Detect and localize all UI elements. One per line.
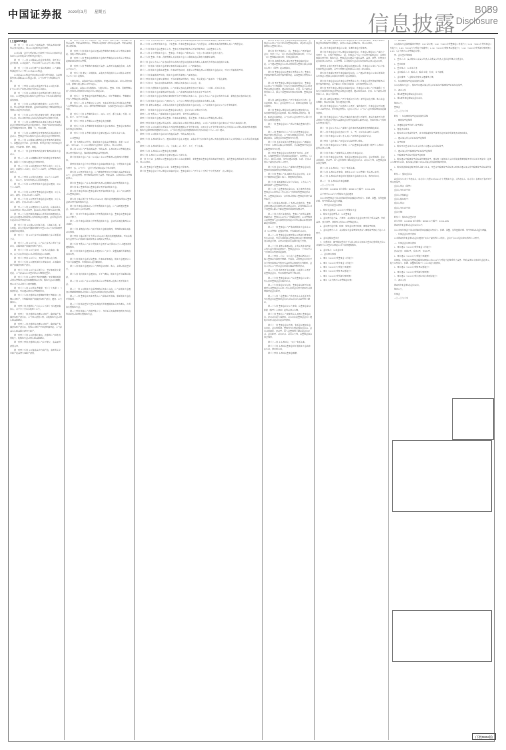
article-paragraph: 第X届监事会第X次会议决议。 [394, 284, 421, 287]
article-paragraph: 第一百五十四条 本章程由公司董事会负责解释。 [70, 121, 113, 124]
article-paragraph: 2、审议通过《2019年年度报告及摘要》 [394, 255, 431, 258]
article-paragraph: 第四条 在发出召开监事会定期会议的通知之前，监事会办公室应当向全体监事征集会议提案，并至少用两天的时间向公司员工征求意见。 [316, 65, 385, 71]
article-paragraph: 2、第X届监事会第X次会议决议。 [394, 98, 425, 101]
article-paragraph: 第一条 为规范公司行为，保证股东大会依法行使职权，根据《公司法》、《证券法》、《上市公司股东大会规则》的规定，制定本规则。 [66, 141, 129, 147]
article-paragraph: 1、审议《2019年度董事会工作报告》 [320, 258, 355, 261]
article-paragraph: 本公司及监事会全体成员保证信息披露的内容真实、准确、完整，没有虚假记载、误导性陈述或重大遗漏。 [394, 229, 489, 232]
article-paragraph: 1、投票时间 [394, 141, 406, 144]
article-paragraph: 第十八条 在本规则中，“以上”包括本数。 [320, 167, 357, 170]
article-paragraph: 第二十二条 董事会和其他召集人应当采取必要措施，保证股东大会的正常秩序。 [66, 296, 131, 302]
table-box [392, 610, 492, 662]
article-paragraph: 第三十一条 董事会会议档案，包括会议通知和会议材料、会议签到簿、董事代为出席的授权委托书、会议录音资料、表决票、经与会董事签字确认的会议记录、会议纪要、决议记录、决议公告等，由董事会秘书负责保存。 [264, 324, 312, 340]
article-paragraph: 第X届监事会第X次会议决议公告 [394, 225, 423, 228]
text-column-1 [10, 40, 62, 740]
article-paragraph: 第一百二十二条 公司解聘或者不再续聘会计师事务所时，提前三十天事先通知会计师事务所。 [10, 158, 61, 164]
article-paragraph: 4、审议《2019年度财务决算报告》 [320, 271, 353, 274]
text-column-2 [66, 40, 132, 740]
article-paragraph: 第三十二条 股东大会就选举董事、监事进行表决时，根据公司章程的规定或者股东大会的决议，可以实行累积投票制。 [140, 70, 245, 73]
article-paragraph: 第二十一条 公司股东大会采用网络或其他方式的，应当在股东大会通知中明确载明网络或其他方式的表决时间以及表决程序。 [66, 288, 131, 294]
text-column-3 [136, 40, 260, 740]
article-paragraph: 第一百一十三条 公司分配当年税后利润时，应当提取利润的百分之十列入公司法定公积金。 [10, 67, 61, 73]
article-paragraph: 5、审议通过《2019年度内部控制自我评价报告》 [394, 276, 439, 279]
article-paragraph: 特此公告。 [394, 102, 405, 105]
article-paragraph: 第一百一十二条 公司除法定的会计账簿外，将不另立会计账簿。公司的资产，不以任何个人名义开立账户存储。 [10, 60, 62, 66]
article-paragraph: 第一百三十四条 公司分立，其财产作相应的分割。 [14, 257, 59, 260]
article-paragraph: 证券代码：002XXX 证券简称：XXXX 公告编号：2020-0XX [320, 189, 375, 192]
article-paragraph: 第一百四十五条 公司被依法宣告破产的，依照有关企业破产的法律实施破产清算。 [10, 349, 61, 356]
article-paragraph: 第十七条 每项提案经过充分讨论后，主持人应当适时提请与会董事进行表决。 [264, 181, 311, 187]
column-divider [314, 40, 315, 740]
article-paragraph: 公司第X届监事会第X次会议通知于以电子邮件等方式发出，会议于在公司会议室以现场方式召开。 [394, 238, 481, 241]
article-paragraph: 实际控制人，是指虽不是公司的股东，但通过投资关系、协议或者其他安排，能够实际支配公司行为的人。 [66, 80, 132, 86]
article-paragraph: 第一百五十六条 本章程自股东大会审议通过之日起生效并实施。 [70, 133, 127, 136]
article-paragraph: 第六条 董事会应当在本规则第四条规定的期限内按时召集股东大会。 [70, 182, 131, 185]
article-paragraph: 委托人签名（盖章）： [394, 186, 414, 189]
article-paragraph: 第十二条 董事原则上应当亲自出席董事会会议。因故不能出席会议的，应当事先审阅会议材料，形成明确的意见，书面委托其他董事代为出席。 [264, 131, 312, 140]
issue-meta [68, 9, 112, 15]
article-paragraph: 三、通过深交所互联网投票系统投票的程序 [394, 150, 433, 153]
article-paragraph: 第五条 监事提议召开监事会临时会议的，应当通过监事会办公室或者直接向监事会主席提交经提议监事签字的书面提议。 [316, 73, 385, 79]
table-box [392, 440, 492, 512]
column-divider [262, 40, 263, 740]
article-paragraph: 第四十一条 股东大会会议记录由董事会秘书负责，会议记录应记载以下内容。 [140, 109, 209, 112]
article-paragraph: 第二十九条 董事会决议公告事宜，由董事会秘书根据《股票上市规则》的有关规定办理。 [264, 306, 311, 312]
article-paragraph: 第十八条 股东大会通知中应当列明会议时间、地点，并确定股权登记日。 [66, 266, 131, 272]
article-paragraph: 第一百一十五条 公司股东大会对利润分配方案作出决议后，公司董事会须在股东大会召开后2个月内完成股利的派发事项。 [10, 93, 62, 102]
article-paragraph: 三、备查文件 [394, 280, 407, 283]
article-paragraph: 第一百五十五条 本章程附件包括股东大会议事规则、董事会议事规则和监事会议事规则。 [66, 125, 131, 131]
article-paragraph: 第八条 召开董事会定期会议和临时会议，董事会办公室应当分别提前十日和五日将盖有董事会办公室印章的书面会议通知，通过直接送达、传真、电子邮件或者其他方式，提交全体董事和监事以及经理、董事会秘书。 [264, 82, 312, 98]
section-en: Disclosure [455, 16, 498, 26]
article-paragraph: 关联关系，是指公司控股股东、实际控制人、董事、监事、高级管理人员与其直接或者间接控制的企业之间的关系。 [66, 88, 132, 94]
article-paragraph: 第十六条 监事应当督促有关人员落实监事会决议。 [320, 152, 365, 155]
page-code-block [456, 6, 498, 26]
article-paragraph: 第二条 公司应当严格按照法律、行政法规、本规则及公司章程的相关规定召开股东大会，保证股东能够依法行使权利。 [66, 149, 131, 155]
article-paragraph: 第十三条 监事会办公室工作人员应当对现场会议做好记录。 [320, 136, 373, 139]
article-paragraph: 第九条 监事会会议应当以现场方式召开。紧急情况下，监事会会议可以通讯方式进行表决，但监事会召集人（会议主持人）应当向与会监事说明具体的紧急情况。 [316, 106, 386, 115]
article-paragraph: 第四条 股东大会分为年度股东大会和临时股东大会。年度股东大会每年召开一次，应当于上一会计年度结束后的6个月内举行。 [66, 164, 131, 170]
article-paragraph: 第三十四条 本规则由董事会解释。 [268, 353, 299, 356]
article-paragraph: 特此公告。 [394, 289, 405, 292]
article-paragraph: 第八条 书面会议通知应当至少包括以下内容：举行会议的日期、地点和会议期限；事由及议题；发出通知的日期。 [316, 98, 385, 104]
article-paragraph: 第二十九条 董事、监事、高级管理人员在股东大会上应就股东的质询作出解释和说明。 [140, 57, 217, 60]
paper-name: 中国证券报 [8, 10, 63, 21]
article-paragraph: 二、会议审议事项 [320, 253, 337, 256]
article-paragraph: 第十一条 董事会会议应当有过半数的董事出席方可举行。 [264, 124, 311, 130]
article-paragraph: 第四十二条 召集人应当保证股东大会连续举行，直至形成最终决议。 [140, 113, 201, 116]
article-paragraph: 第三十二条 在本规则中，“以上”包括本数。 [268, 341, 307, 344]
article-paragraph: 第十四条 董事会会议以现场召开为原则。必要时，在保障董事充分表达意见的前提下，经召集人（主持人）、提议人同意，也可以通过视频、电话、传真或者电子邮件表决等方式召开。 [264, 152, 312, 165]
column-divider [64, 40, 65, 740]
article-paragraph: 第十八条 与会董事表决完成后，证券事务代表和董事会办公室有关工作人员应当及时收集董事的表决票，交董事会秘书在一名监事或者独立董事的监督下进行统计。 [264, 189, 312, 201]
article-paragraph: 附件一：参加网络投票的具体操作流程 [394, 115, 429, 118]
article-paragraph: 第八条 监事会有权向董事会提议召开临时股东大会，并应当以书面形式向董事会提出。 [66, 191, 131, 197]
article-paragraph: 第十条 监事会会议应当有过半数的监事出席方可举行。相关监事拒不出席或者怠于出席会议导致无法满足会议召开的最低人数要求的，其他监事应当及时向监管部门报告。 [316, 116, 386, 126]
article-paragraph: 第二条 监事会设监事会办公室，处理监事会日常事务。 [320, 47, 369, 50]
article-paragraph: 第二十一条 本规则由监事会解释。 [320, 180, 351, 183]
article-paragraph: 第一百四十二条 清算组在清理公司财产、编制资产负债表和财产清单后，发现公司财产不足清偿债务的，应当依法向人民法院申请宣告破产。 [10, 324, 62, 333]
article-paragraph: 3、股东根据获取的服务密码或数字证书，可登录互联网投票系统规定时间内通过深交所互联网投票系统进行投票。 [390, 166, 492, 172]
article-paragraph: 二、监事会会议审议情况 [394, 242, 417, 245]
article-paragraph: 3、股东对总议案进行投票，视为对除累积投票提案外的其他所有提案表达相同意见。 [394, 133, 470, 136]
article-paragraph: 第二十条 公司应当在公司住所地或公司章程规定的地点召开股东大会。 [66, 281, 129, 287]
article-paragraph: 本公司及董事会全体成员保证信息披露的内容真实、准确、完整，没有虚假记载、误导性陈述或重大遗漏。 [316, 197, 386, 204]
article-paragraph: 第十一条 会议主持人应当提请与会监事对各项提案发表明确的意见。 [320, 127, 381, 130]
article-paragraph: 第一百二十一条 会计师事务所的审计费用由股东大会决定。 [10, 150, 61, 157]
article-paragraph: 一、召开会议的基本情况 [320, 205, 343, 208]
issue-day: 星期五 [94, 9, 107, 14]
article-paragraph: 第四十三条 股东大会通过有关董事、监事选举提案的，新任董事、监事按公司章程的规定就任。 [140, 118, 225, 121]
article-paragraph: 第十六条 股东大会通知和补充通知中应当充分、完整披露所有提案的具体内容。 [66, 251, 131, 257]
article-paragraph: 第一百四十九条 章程修改事项属于法律、法规要求披露的信息，按规定予以公告。 [66, 65, 131, 71]
article-paragraph: 第十五条 会议主持人应当提请出席董事会会议的董事对各项提案发表明确的意见。 [264, 166, 311, 172]
continued-tail: (下转B060版) [472, 733, 496, 740]
article-paragraph: 8、会议地点：公司会议室 [320, 249, 344, 252]
article-paragraph: 3、审议《2019年年度报告及摘要》 [320, 267, 353, 269]
article-paragraph: 监事会 [394, 293, 401, 296]
article-paragraph: 第四十四条 股东大会通过有关派现、送股或资本公积转增股本提案的，公司应当在股东大会结束后2个月内实施具体方案。 [140, 122, 248, 125]
article-paragraph: 第一百二十八条 公司通知以专人送出的，由被送达人在送达回执上签名或盖章，被送达人签收日期为送达日期。 [10, 206, 62, 212]
article-paragraph: 1、普通股的投票代码与投票简称 [394, 124, 424, 127]
article-paragraph: 第十二条 监事会或股东自行召集的股东大会，会议所必需的费用由公司承担。 [66, 221, 131, 227]
article-paragraph: 第一百三十二条 公司合并，应当由合并各方签订合并协议，并编制资产负债表及财产清单。 [10, 242, 61, 249]
article-paragraph: 第一百三十六条 公司合并或者分立，登记事项发生变更的，应当依法向公司登记机关办理变更登记。 [10, 269, 61, 275]
article-paragraph: 1、股东大会届次：2019年年度股东大会 [320, 209, 357, 212]
article-paragraph: 第二十四条 股东应当持股票账户卡、身份证或其他能够表明其身份的有效证件或证明出席股东大会。 [66, 311, 131, 317]
article-paragraph: 第四十九条 本规则由公司董事会负责解释。 [140, 150, 179, 153]
column-divider [388, 40, 389, 740]
article-paragraph: 第七条 董事会会议由董事长召集和主持；董事长不能履行职务或者不履行职务的，由副董事长召集和主持。 [264, 71, 312, 81]
article-paragraph: 3、审议通过《2019年度财务决算报告》 [394, 267, 431, 270]
article-paragraph: 第二十七条 除会议记录外，董事会秘书还可以视需要安排董事会办公室工作人员对会议召开情况作成简明扼要的会议纪要。 [264, 285, 312, 294]
article-paragraph: 第十四条 单独或者合计持有公司3%以上股份的普通股股东，可以在股东大会召开10日前提出临时提案并书面提交召集人。 [66, 236, 132, 242]
article-paragraph: 第一百四十七条 股东大会决议通过的章程修改事项应经主管机关审批的，须报主管机关批准。 [66, 50, 131, 56]
article-paragraph: 第一百三十九条 清算组在清算期间行使下列职权：清理公司财产，分别编制资产负债表和财产清单；通知、公告债权人。 [10, 295, 62, 304]
table-box [452, 398, 494, 440]
article-paragraph: 第一百一十一条 公司应当依照法律、行政法规和国家有关部门的规定，制定公司的财务会计制度。 [10, 45, 61, 51]
article-paragraph: 第三十八条 股东大会会议现场结束时间不得早于网络或其他方式，会议主持人应当在会议现场宣布每一提案的表决情况和结果。 [140, 96, 253, 99]
article-paragraph: 第一百二十六条 公司召开董事会的会议通知，以专人送出、邮件、传真或电话方式进行。 [10, 191, 61, 197]
article-paragraph: 第一百一十六条 公司利润分配政策为：公司实行持续、稳定的利润分配政策，重视对投资者的合理投资回报并兼顾公司的可持续发展。 [10, 103, 62, 113]
article-paragraph: 第一百四十四条 清算组成员应当忠于职守，依法履行清算义务。 [10, 342, 61, 348]
article-paragraph: 附件二：授权委托书 [394, 174, 413, 177]
article-paragraph: 第三十四条 股东大会审议提案时，不得对提案进行修改，否则，有关变更应当被视为一个新的提案。 [140, 79, 229, 82]
article-paragraph: 第一百二十四条 公司发出的通知，以公告方式进行的，一经公告，视为所有相关人员收到通知。 [10, 176, 59, 182]
article-paragraph: 3、会议召开的合法、合规性：本次股东大会会议召开符合有关法律、行政法规、部门规章、规范性文件和公司章程的规定。 [316, 218, 386, 224]
article-paragraph: 3、登记地点：公司证券部 [394, 68, 418, 71]
article-paragraph: 第四十六条 公司股东大会决议内容违反法律、行政法规的无效。 [140, 134, 197, 137]
article-paragraph: 受托人签名： [394, 203, 407, 206]
article-paragraph: 4、会议召开的日期、时间：现场会议召开时间；网络投票时间。 [320, 225, 378, 228]
article-paragraph: 5、会议的召开方式：本次股东大会采用现场表决与网络投票相结合的方式召开。 [316, 230, 386, 236]
article-paragraph: 4、会议联系方式：联系人；联系电话；传真；电子邮箱。 [394, 72, 446, 75]
article-paragraph: 委托人股东账号： [394, 199, 411, 202]
article-paragraph: 第十一条 对于监事会或股东自行召集的股东大会，董事会和董事会秘书应予配合。 [66, 213, 131, 219]
article-paragraph: 第三十条 董事长应当督促有关人员落实董事会决议，检查决议的实施情况，并在以后的董事会会议上通报已经形成的决议的执行情况。 [264, 313, 312, 323]
article-paragraph: 第二十五条 召集人和律师应当依据证券登记结算机构提供的股东名册共同对股东资格的合法性进行验证。 [140, 40, 233, 42]
header-rule [8, 33, 498, 34]
article-paragraph: 第三十三条 本规则由董事会制订报股东大会批准后生效，修改时亦同。 [264, 345, 311, 352]
article-paragraph: 第一百三十一条 公司合并可以采取吸收合并或者新设合并。 [10, 235, 61, 241]
article-paragraph: 第二十八条 在年度股东大会上，董事会、监事会应当就其过去一年的工作向股东大会作出报告。 [140, 53, 225, 56]
article-paragraph: 附件三：股东参会登记表 [394, 216, 417, 219]
article-paragraph: 6、会议的股权登记日 [320, 237, 340, 240]
article-paragraph: 6、审议《关于修订公司章程的议案》 [320, 280, 354, 283]
article-paragraph: 第一百二十三条 公司的通知以下列形式发出：以专人送出；以邮件方式送出；以公告方式进行；本章程规定的其他形式。 [10, 165, 62, 175]
article-paragraph: 第十五条 监事会决议公告事宜，应当由董事会秘书根据《股票上市规则》的有关规定办理。 [316, 145, 385, 151]
article-paragraph: 第十五条 召集人应当在年度股东大会召开20日前以公告方式通知各普通股股东。 [66, 243, 132, 249]
article-paragraph: 第一百四十条 清算组应当自成立之日起十日内通知债权人，并于六十日内在报纸上公告。 [10, 306, 61, 312]
article-paragraph: 第十七条 股东大会拟讨论董事、监事选举事项的，股东大会通知中应当充分披露董事、监事候选人的详细资料。 [66, 258, 131, 264]
article-paragraph: 第四十八条 本规则所称以上、内，含本数；过、低于、多于，不含本数。 [140, 146, 205, 149]
article-paragraph: 第一百四十一条 清算组在清理公司财产、编制资产负债表和财产清单后，应当制定清算方案，并报股东大会或者人民法院确认。 [10, 313, 62, 322]
article-paragraph: 第一百一十四条 公司的公积金用于弥补公司的亏损、扩大公司生产经营或者转为增加公司资本。 [10, 85, 61, 91]
article-paragraph: 第一百五十条 释义：控股股东，是指其持有的股份占公司股本总额百分之五十以上的股东。 [66, 73, 131, 79]
article-paragraph: 委托人持股数量： [394, 194, 411, 197]
article-paragraph: 2、填报表决意见 [394, 128, 410, 131]
article-paragraph: 第二十七条 股东大会由董事长主持。董事长不能履行职务或不履行职务时，由副董事长主持。 [140, 48, 223, 51]
article-paragraph: 2、股东大会的召集人：公司董事会 [320, 214, 352, 217]
article-paragraph: 第一百四十八条 董事会依照股东大会修改章程的决议和有关主管机关的审批意见修改本章程。 [66, 58, 131, 64]
article-paragraph: 第三条 监事会会议分为定期会议和临时会议。监事会定期会议应当每六个月召开一次。出现下列情况之一的，监事会应当在十日内召开临时会议：任何监事提议召开时；股东大会、董事会会议通过了违反法律、法规、规章、监管部门的各种规定和要求、公司章程、公司股东大会决议和其他有关规定的决议时。 [316, 51, 386, 64]
article-paragraph: 第一百一十七条 公司实行内部审计制度，配备专职审计人员，对公司财务收支和经济活动进行内部审计监督。 [10, 114, 61, 120]
article-paragraph: 第二十六条 董事会秘书应当安排董事会办公室工作人员对董事会会议做好记录。 [264, 277, 311, 283]
article-paragraph: 第十三条 提案的内容应当属于股东大会职权范围，有明确议题和具体决议事项。 [66, 228, 131, 234]
article-paragraph: 第一百二十条 公司保证向聘用的会计师事务所提供真实、完整的会计凭证、会计账簿、财务会计报告及其他会计资料，不得拒绝、隐匿、谎报。 [10, 140, 62, 149]
article-paragraph: 本次股东大会提案编码示例表：100 总议案；1.00 《2019年度董事会工作报告》；2.00 《2019年度监事会工作报告》；3.00 《2019年年度报告及摘要》；4.00 《2019年度财务决算报告》；5.00 《2019年度利润分配预案》；6.00 《关于修订公司章程的议案》。 [390, 44, 493, 53]
article-paragraph: 5、会议费用：与会股东食宿及交通费用自理。 [394, 76, 436, 79]
article-paragraph: 第二十六条 公司召开股东大会，全体董事、监事和董事会秘书应当出席会议，经理和其他高级管理人员应当列席会议。 [140, 44, 245, 47]
article-paragraph: 二〇二〇年三月 [320, 184, 335, 187]
issue-date: 2020年3月 [68, 9, 88, 14]
article-paragraph: 第十四条 与会监事应当对会议记录进行签字确认。 [320, 140, 365, 143]
text-column-5 [316, 40, 386, 740]
article-paragraph: 第七条 召开监事会定期会议和临时会议，监事会办公室应当分别提前十日和五日将盖有监事会印章的书面会议通知，通过直接送达、传真、电子邮件或者其他方式，提交全体监事。 [316, 88, 386, 97]
article-paragraph: 五、参加网络投票的具体操作流程 [394, 81, 425, 84]
article-paragraph: 第九条 书面会议通知应当至少包括以下内容：会议的时间、地点；会议的召开方式；拟审议的事项（会议提案）。 [264, 99, 312, 108]
article-paragraph: 第四十条 提案未获通过，或者本次股东大会变更前次股东大会决议的，应当在股东大会决议公告中作特别提示。 [140, 105, 239, 108]
article-paragraph: 第二十五条 现场召开和以视频、电话等方式召开的董事会会议，可以视需要进行全程录音。 [264, 270, 311, 276]
article-paragraph: 第一百一十八条 公司聘用取得从事证券相关业务资格的会计师事务所进行会计报表审计、净资产验证及其他相关的咨询服务等业务，聘期一年，可以续聘。 [10, 122, 62, 131]
article-paragraph: 第三十条 会议主持人应当在表决前宣布现场出席会议的股东和代理人人数及所持有表决权的股份总数。 [140, 61, 231, 64]
article-paragraph: 关于召开2019年年度股东大会的通知 [320, 193, 354, 196]
article-paragraph: 一、监事会会议召开情况 [394, 233, 417, 236]
article-paragraph: 在本次股东大会上，股东可以通过深交所交易系统和互联网投票系统参加投票。 [394, 85, 465, 88]
article-paragraph: 证券代码：002XXX 证券简称：XXXX 公告编号：2020-0XX [394, 220, 449, 223]
article-paragraph: 第一百二十五条 公司召开股东大会的会议通知，以公告方式进行。 [10, 184, 61, 190]
article-paragraph: 第二十八条 与会董事应当代表其本人和委托其代为出席会议的董事对会议记录和决议记录进行签字确认。 [264, 295, 311, 305]
article-paragraph: 第一百三十八条 公司有本章程第一百三十七条第（一）项情形的，可以通过修改本章程而存续。 [10, 287, 62, 294]
article-paragraph: 第三条 股东大会应当在《公司法》和公司章程规定的范围内行使职权。 [66, 156, 129, 162]
text-column-4 [264, 40, 312, 740]
section-title: 信息披露 [368, 12, 456, 36]
article-paragraph: 第十九条 除本规则第二十条规定的情形外，董事会审议通过会议提案并形成相关决议，必须有超过公司全体董事人数之半数的董事对该提案投赞成票。 [264, 203, 312, 212]
article-paragraph: 2、股东可以登录证券公司交易客户端通过交易系统投票。 [394, 146, 446, 149]
article-paragraph: 7、出席对象：截至股权登记日下午收市时在中国证券登记结算有限责任公司深圳分公司登记在册的公司全体普通股股东。 [316, 242, 386, 248]
article-paragraph: 公司董事会 [70, 137, 81, 140]
article-paragraph: 1、审议通过《2019年度监事会工作报告》 [394, 246, 433, 249]
article-paragraph: 公司的法定公积金不足以弥补以前年度亏损的，在依照前款规定提取法定公积金之前，应当先用当年利润弥补亏损。 [10, 75, 62, 84]
page-code: B059 [474, 5, 498, 16]
article-paragraph: 第二十三条 股权登记日登记在册的所有普通股股东或其代理人，均有权出席股东大会。 [66, 303, 131, 309]
article-paragraph: 第二条 董事会下设董事会办公室，处理董事会日常事务。 [140, 166, 191, 169]
article-paragraph: 2、审议《2019年度监事会工作报告》 [320, 262, 355, 265]
article-paragraph: 第四十七条 本规则所称公告、通知或股东大会补充通知，是指在符合中国证监会规定条件的媒体和证券交易所网站上公布有关信息披露内容。 [136, 138, 259, 144]
article-paragraph: 第一条 为了进一步规范公司董事会的议事方式和决策程序，促使董事和董事会有效地履行其职责，提高董事会规范运作和科学决策水平，制定本规则。 [136, 159, 257, 165]
article-paragraph: 第二十三条 提案未获通过的，在有关条件和因素未发生重大变化的情况下，董事会会议在一个月内不应当再审议内容相同的提案。 [264, 245, 312, 254]
article-paragraph: 二〇二〇年三月 [394, 297, 409, 300]
article-paragraph: 第一百四十三条 公司清算结束后，清算组应当制作清算报告，报股东大会或者人民法院确认。 [10, 334, 61, 341]
article-paragraph: 第六条 按照前条规定提议召开董事会临时会议的，应当通过董事会办公室或者直接向董事长提交经提议人签字（盖章）的书面提议。 [264, 61, 312, 70]
article-paragraph: 第二十条 本规则由监事会制订报股东大会批准后生效，修改时亦同。 [320, 176, 381, 179]
article-paragraph: 第五十条 本规则自公司股东大会审议通过之日起生效。 [140, 154, 189, 157]
article-paragraph: 第九条 单独或者合计持有公司10%以上股份的普通股股东有权向董事会请求召开临时股东大会。 [66, 198, 132, 204]
article-paragraph: 第十条 监事会或股东决定自行召集股东大会的，应当书面通知董事会，同时向证券交易所备案。 [66, 206, 129, 212]
article-paragraph: 第三十一条 股东与股东大会拟审议事项有关联关系时，应当回避表决。 [140, 66, 203, 69]
article-paragraph: 第十条 董事会定期会议的书面会议通知发出后，如果需要变更会议的时间、地点等事项或者增加、变更、取消会议提案的，应当在原定会议召开日之前三日发出书面变更通知。 [264, 110, 312, 122]
article-paragraph: 第四十五条 公司以减少注册资本为目的回购普通股公开发行优先股，以及以非公开发行优先股为支付手段向公司特定股东回购普通股的，股东大会就回购普通股作出决议，应当经出席会议的普通股股东所持表决权的三分之二以上通过。 [136, 126, 257, 133]
article-paragraph: 第一百一十九条 公司聘用会计师事务所必须由股东大会决定，董事会不得在股东大会决定前委任会计师事务所。 [10, 132, 62, 138]
article-paragraph: 第一百三十七条 公司因下列原因解散：营业期限届满或者本章程规定的其他解散事由出现；股东大会决议解散；因公司合并或者分立需要解散。 [10, 277, 62, 286]
article-paragraph: 第五条 有下列情形之一的，董事会应当召开临时会议：代表十分之一以上表决权的股东提议时；三分之一以上董事联名提议时；监事会提议时。 [264, 50, 312, 59]
article-paragraph: 第三十五条 同一表决权只能选择现场、网络或其他表决方式中的一种。 [140, 83, 203, 86]
article-paragraph: 第十三条 委托和受托出席董事会会议应当遵循以下原则：在审议关联交易事项时，非关联董事不得委托关联董事代为出席。 [264, 142, 312, 151]
article-paragraph: 第三十三条 除累积投票制外，股东大会对所有提案应当逐项表决。 [140, 74, 199, 77]
article-paragraph: 第六条 监事会会议由监事会主席召集和主持；监事会主席不能履行职务或者不履行职务的，由半数以上监事共同推举一名监事召集和主持。 [316, 80, 385, 86]
article-paragraph: 二、通过深交所交易系统投票的程序 [394, 137, 427, 140]
article-paragraph: 第十七条 监事会会议档案，包括会议通知和会议材料、会议签到簿、会议录音资料、表决票、经与会监事签字确认的会议记录、决议公告等，由董事会秘书负责保管。 [316, 156, 386, 166]
continued-head: (上接B058版) [10, 40, 27, 43]
article-paragraph: 4、审议通过《2019年度利润分配预案》 [394, 271, 431, 274]
article-paragraph: 二〇二〇年三月 [394, 111, 409, 114]
article-paragraph: 第三十九条 股东大会决议应当及时公告，公告中应列明出席会议的股东和代理人人数。 [140, 100, 217, 103]
article-paragraph: 第二十一条 董事会应当严格按照股东大会和本公司《公司章程》的授权行事，不得越权形成决议。 [264, 227, 311, 233]
article-paragraph: 受托人身份证号码： [394, 207, 413, 210]
article-paragraph: 1、登记方式：法人股东应由法定代表人或者法定代表人委托的代理人出席会议。 [394, 59, 466, 62]
article-paragraph: 第一百三十五条 公司需要减少注册资本时，必须编制资产负债表及财产清单。 [10, 262, 61, 268]
article-paragraph: 第五条 公司召开股东大会，应当聘请律师对以下问题出具法律意见并公告：会议的召集、召开程序是否符合法律、行政法规、本规则和公司章程的规定。 [66, 171, 132, 181]
article-paragraph: 第十二条 监事会会议的表决实行一人一票，以记名和书面方式进行。 [320, 131, 381, 134]
article-paragraph: 董事会 [394, 107, 401, 110]
article-paragraph: 第一百五十一条 董事会可依照章程的规定，制订章程细则。章程细则不得与章程的规定相抵触。 [66, 95, 131, 101]
article-paragraph: 1、第X届董事会第X次会议决议； [394, 94, 425, 97]
article-paragraph: 三、提案编码 [394, 40, 407, 42]
article-paragraph: 公司在每一会计年度结束之日起四个月内向中国证监会和证券交易所报送年度财务会计报告。 [10, 52, 62, 58]
article-paragraph: 委托人身份证号码： [394, 190, 413, 193]
article-paragraph: 第二十二条 董事会会议需要就公司利润分配事宜作出决议的，可以先将拟提交董事会审议的分配预案通知注册会计师，并要求其据此出具审计报告草案。 [264, 234, 312, 244]
article-paragraph: 兹委托先生/女士代表本人（本单位）出席公司2019年年度股东大会，并代表本人（本单位）依照以下指示对下列议案投票。 [390, 178, 492, 184]
column-divider [134, 40, 135, 740]
article-paragraph: 第二十条 出现下述情形的，董事应当对有关提案回避表决：董事本人认为应当回避的情形；公司章程规定的因董事与会议提案所涉及的企业有关联关系而须回避的其他情形。 [264, 213, 312, 226]
article-paragraph: 经审核，监事会认为董事会编制和审核公司2019年年度报告的程序符合法律、行政法规和中国证监会的规定，报告内容真实、准确、完整地反映了上市公司的实际情况。 [390, 259, 492, 266]
article-paragraph: 第三条 董事会会议分为定期会议和临时会议。董事会每年应当至少在上下两个半年度各召开一次定期会议。 [140, 171, 235, 174]
article-paragraph: 第一百四十六条 有下列情形之一的，公司应当修改章程：《公司法》或有关法律、行政法规修改后，章程规定的事项与修改后的法律、行政法规的规定相抵触。 [66, 40, 132, 49]
article-paragraph: 四、会议登记等事项 [394, 55, 413, 57]
article-paragraph: 第一百五十二条 本章程以中文书写，其他任何语种或不同版本的章程与本章程有歧义时，以在工商行政管理局最近一次核准登记后的中文版章程为准。 [66, 103, 132, 112]
article-paragraph: 第一百五十三条 本章程所称以上、以内、以下，都含本数；不满、以外、低于、多于不含本数。 [66, 113, 131, 119]
article-paragraph: 5、审议《2019年度利润分配预案》 [320, 275, 353, 278]
article-paragraph: 2、登记时间 [394, 63, 406, 66]
article-paragraph: 第一百二十七条 公司召开监事会的会议通知，以专人送出、邮件、传真或电话方式进行。 [10, 199, 61, 205]
article-paragraph: 2、股东通过互联网投票系统进行网络投票，需按照《深圳证券交易所投资者网络服务身份认证业务指引》的规定办理身份认证，取得深交所数字证书或深交所投资者服务密码。 [390, 159, 492, 165]
article-paragraph: 委托日期： [394, 212, 405, 215]
article-paragraph: 第一百三十三条 公司合并时，合并各方的债权、债务，由合并后存续的公司或者新设的公司承继。 [10, 250, 59, 256]
article-paragraph: 1、互联网投票系统开始投票的时间 [394, 154, 426, 157]
article-paragraph: 第十九条 发出股东大会通知后，无正当理由，股东大会不得延期或取消。 [66, 273, 131, 279]
article-paragraph: 第十九条 本规则未尽事宜，参照本公司《公司章程》有关规定执行。 [320, 171, 381, 174]
article-paragraph: 第十六条 董事应当认真阅读有关会议材料，在充分了解情况的基础上独立、审慎地发表意见。 [264, 174, 311, 180]
article-paragraph: 六、备查文件 [394, 89, 407, 92]
article-paragraph: 表决结果：同意3票，反对0票，弃权0票。 [394, 251, 432, 254]
article-paragraph: 第七条 独立董事有权向董事会提议召开临时股东大会。 [70, 186, 119, 189]
article-paragraph: 第三十七条 股东大会对提案进行表决前，应当推举两名股东代表参加计票和监票。 [140, 92, 213, 95]
article-paragraph: 一、网络投票的程序 [394, 120, 413, 123]
article-paragraph: 第四条 在发出召开董事会定期会议的通知前，董事会办公室应当充分征求各董事的意见，初步形成会议提案后交董事长拟定。 [264, 40, 312, 49]
article-paragraph: 第三十六条 出席股东大会的股东，应当对提交表决的提案发表以下意见之一：同意、反对或弃权。 [140, 87, 227, 90]
article-paragraph: 第一百二十九条 因意外遗漏未向某有权得到通知的人送出会议通知或者该等人没有收到会议通知，会议及会议作出的决议并不因此无效。 [10, 214, 62, 223]
article-paragraph: 第二十四条 二分之一以上的与会董事或两名以上独立董事认为提案不明确、不具体，或者因会议材料不充分等其他事由导致其无法对有关事项作出判断时，会议主持人应当要求会议对该议题进行暂缓表决。 [264, 256, 312, 268]
article-paragraph: 第一百三十条 公司指定中国证券报、上海证券报、证券时报、证券日报和巨潮资讯网为刊登公司公告和其他需要披露信息的媒体。 [10, 224, 62, 234]
article-paragraph: 第一条 为进一步规范本公司监事会的议事方式和表决程序，促使监事和监事会有效地履行监督职责，完善公司法人治理结构，制定本规则。 [316, 40, 385, 46]
